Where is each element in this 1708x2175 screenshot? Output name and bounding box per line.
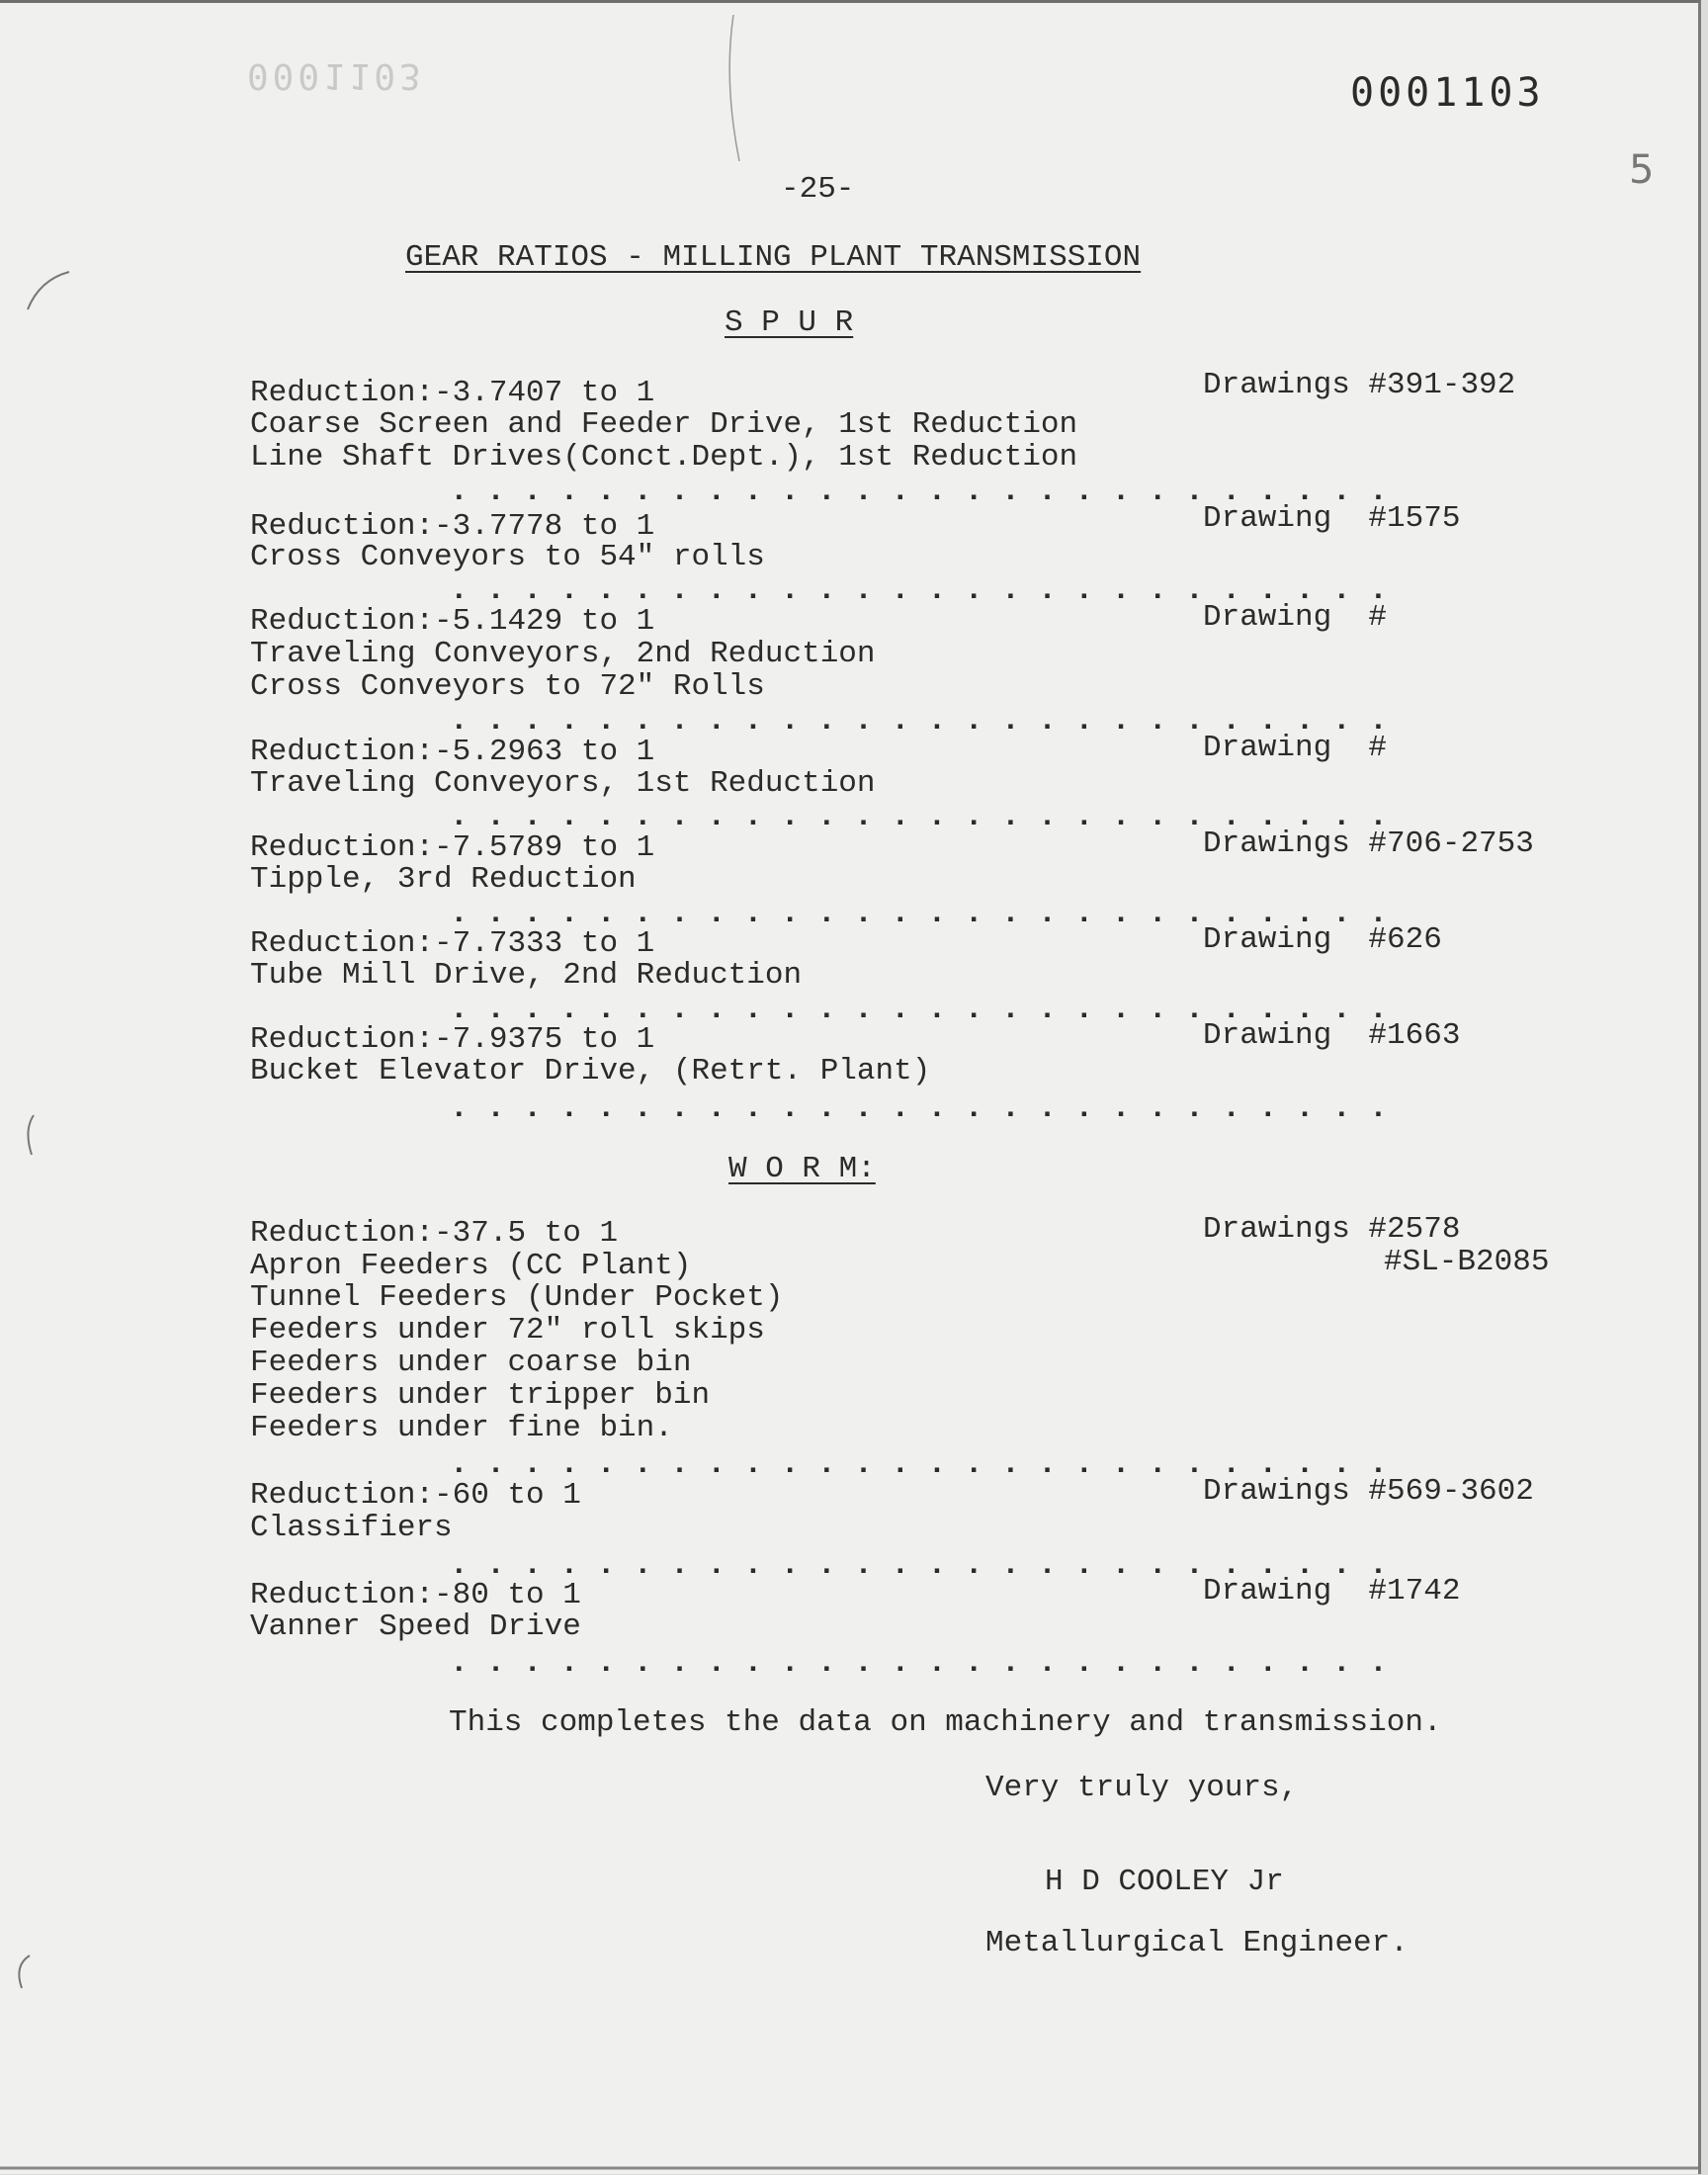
- application-line: Tube Mill Drive, 2nd Reduction: [250, 958, 803, 993]
- scan-artifacts: [0, 3, 1698, 2174]
- drawing-reference: Drawing #626: [1203, 922, 1442, 957]
- reduction-ratio: Reduction:-3.7407 to 1: [250, 376, 655, 410]
- document-title: GEAR RATIOS - MILLING PLANT TRANSMISSION: [405, 240, 1142, 275]
- application-line: Bucket Elevator Drive, (Retrt. Plant): [250, 1054, 931, 1088]
- reduction-ratio: Reduction:-3.7778 to 1: [250, 509, 655, 544]
- application-line: Feeders under coarse bin: [250, 1346, 692, 1380]
- dotted-separator: . . . . . . . . . . . . . . . . . . . . . . . . . .: [450, 1548, 1388, 1583]
- drawing-reference: Drawing #: [1203, 731, 1388, 765]
- dotted-separator: . . . . . . . . . . . . . . . . . . . . . . . . . .: [450, 1447, 1388, 1482]
- drawing-reference: Drawing #1575: [1203, 501, 1461, 536]
- drawing-reference: Drawing #1663: [1203, 1018, 1461, 1053]
- application-line: Traveling Conveyors, 2nd Reduction: [250, 637, 876, 671]
- signer-name: H D COOLEY Jr: [1045, 1865, 1284, 1899]
- section-heading-spur: S P U R: [725, 305, 854, 340]
- drawing-reference-secondary: #SL-B2085: [1384, 1245, 1550, 1279]
- salutation: Very truly yours,: [985, 1771, 1299, 1805]
- bleed-through-number: 0001103: [247, 55, 425, 96]
- dotted-separator: . . . . . . . . . . . . . . . . . . . . . . . . . .: [450, 897, 1388, 931]
- drawing-reference: Drawings #391-392: [1203, 368, 1516, 402]
- application-line: Vanner Speed Drive: [250, 1610, 581, 1644]
- closing-statement: This completes the data on machinery and transmission.: [449, 1705, 1442, 1740]
- application-line: Coarse Screen and Feeder Drive, 1st Reduction: [250, 407, 1078, 442]
- dotted-separator: . . . . . . . . . . . . . . . . . . . . . . . . . .: [450, 1091, 1388, 1126]
- drawing-reference: Drawings #2578: [1203, 1212, 1461, 1247]
- dotted-separator: . . . . . . . . . . . . . . . . . . . . . . . . . .: [450, 800, 1388, 834]
- dotted-separator: . . . . . . . . . . . . . . . . . . . . . . . . . .: [450, 573, 1388, 608]
- application-line: Cross Conveyors to 72" Rolls: [250, 669, 765, 704]
- reduction-ratio: Reduction:-60 to 1: [250, 1478, 581, 1513]
- dotted-separator: . . . . . . . . . . . . . . . . . . . . . . . . . .: [450, 993, 1388, 1027]
- application-line: Feeders under 72" roll skips: [250, 1313, 765, 1348]
- dotted-separator: . . . . . . . . . . . . . . . . . . . . . . . . . .: [450, 704, 1388, 739]
- application-line: Line Shaft Drives(Conct.Dept.), 1st Reduction: [250, 440, 1078, 475]
- dotted-separator: . . . . . . . . . . . . . . . . . . . . . . . . . .: [450, 475, 1388, 509]
- drawing-reference: Drawing #: [1203, 600, 1388, 635]
- page-number: -25-: [781, 172, 855, 207]
- reduction-ratio: Reduction:-5.1429 to 1: [250, 604, 655, 639]
- drawing-reference: Drawing #1742: [1203, 1574, 1461, 1609]
- reduction-ratio: Reduction:-7.5789 to 1: [250, 830, 655, 865]
- drawing-reference: Drawings #569-3602: [1203, 1474, 1534, 1509]
- corner-mark: 5: [1629, 147, 1655, 193]
- drawing-reference: Drawings #706-2753: [1203, 826, 1534, 861]
- application-line: Traveling Conveyors, 1st Reduction: [250, 766, 876, 801]
- reduction-ratio: Reduction:-5.2963 to 1: [250, 735, 655, 769]
- application-line: Cross Conveyors to 54" rolls: [250, 540, 765, 574]
- reduction-ratio: Reduction:-37.5 to 1: [250, 1216, 619, 1251]
- reduction-ratio: Reduction:-7.9375 to 1: [250, 1022, 655, 1057]
- application-line: Feeders under tripper bin: [250, 1378, 711, 1413]
- application-line: Feeders under fine bin.: [250, 1411, 673, 1445]
- application-line: Tunnel Feeders (Under Pocket): [250, 1280, 784, 1315]
- application-line: Apron Feeders (CC Plant): [250, 1249, 692, 1283]
- document-number-stamp: 0001103: [1350, 70, 1545, 116]
- dotted-separator: . . . . . . . . . . . . . . . . . . . . . . . . . .: [450, 1646, 1388, 1681]
- reduction-ratio: Reduction:-80 to 1: [250, 1578, 581, 1612]
- section-heading-worm: W O R M:: [728, 1152, 876, 1186]
- signer-title: Metallurgical Engineer.: [985, 1926, 1409, 1960]
- application-line: Tipple, 3rd Reduction: [250, 862, 637, 897]
- reduction-ratio: Reduction:-7.7333 to 1: [250, 926, 655, 961]
- application-line: Classifiers: [250, 1511, 453, 1545]
